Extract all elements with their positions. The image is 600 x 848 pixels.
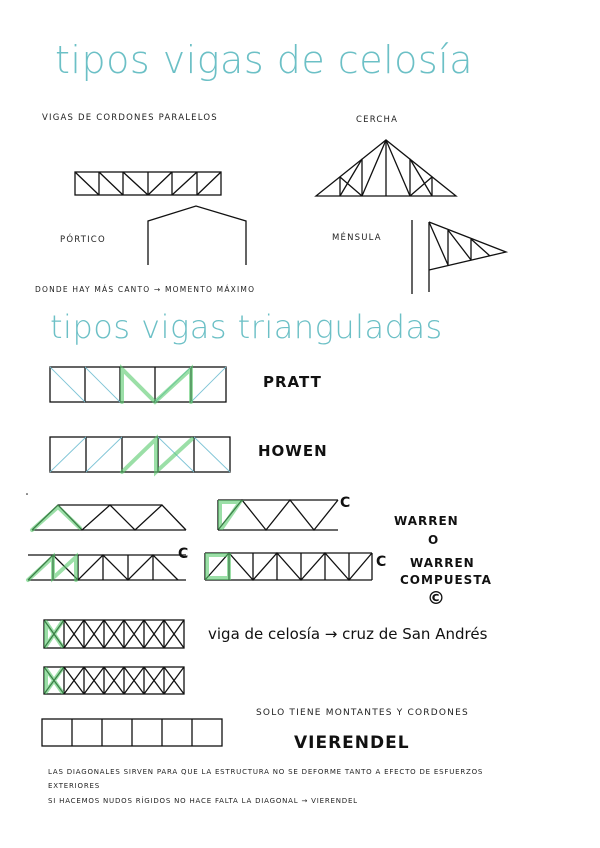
warren-truss-1-sketch (32, 505, 186, 530)
warren-compound-2-sketch (205, 553, 372, 580)
portal-frame-sketch (148, 206, 246, 265)
warren-compound-1-sketch (28, 555, 186, 580)
parallel-chord-label: VIGAS DE CORDONES PARALELOS (42, 113, 218, 123)
truss-label: CERCHA (356, 115, 399, 125)
warren-truss-2-sketch (218, 500, 338, 530)
san-andres-truss-1-sketch (44, 620, 184, 648)
warren-label-line1: WARREN (394, 514, 459, 528)
parallel-chord-beam-sketch (75, 172, 221, 195)
warren-c-label-2: C (178, 546, 190, 562)
bracket-label: MÉNSULA (332, 233, 382, 243)
san-andres-label: viga de celosía → cruz de San Andrés (208, 625, 488, 643)
warren-c-label-1: C (340, 495, 352, 511)
footer-note-line2: SI HACEMOS NUDOS RÍGIDOS NO HACE FALTA LA DIAGONAL → VIERENDEL (48, 797, 358, 805)
bracket-sketch (412, 220, 506, 294)
vierendel-description: SOLO TIENE MONTANTES Y CORDONES (256, 708, 469, 718)
howe-label: HOWEN (258, 442, 328, 460)
vierendel-truss-sketch (42, 719, 222, 746)
vierendel-label: VIERENDEL (294, 733, 410, 753)
warren-label-line4: COMPUESTA (400, 573, 492, 587)
roof-truss-sketch (316, 140, 456, 196)
title-heading: tipos vigas de celosía (55, 38, 474, 82)
max-moment-note: DONDE HAY MÁS CANTO → MOMENTO MÁXIMO (35, 285, 256, 294)
portal-frame-label: PÓRTICO (60, 235, 106, 245)
pratt-label: PRATT (263, 373, 322, 391)
footer-note-line1b: EXTERIORES (48, 782, 100, 790)
warren-c-label-3: C (376, 554, 388, 570)
section-heading-trianguladas: tipos vigas trianguladas (50, 308, 443, 346)
warren-symbol: © (427, 588, 446, 609)
pratt-truss-sketch (50, 367, 226, 402)
san-andres-truss-2-sketch (44, 667, 184, 694)
howe-truss-sketch (50, 437, 230, 472)
warren-label-line3: WARREN (410, 556, 475, 570)
warren-label-line2: O (428, 533, 440, 547)
footer-note-line1: LAS DIAGONALES SIRVEN PARA QUE LA ESTRUCTURA NO SE DEFORME TANTO A EFECTO DE ESFUERZOS (48, 768, 484, 776)
